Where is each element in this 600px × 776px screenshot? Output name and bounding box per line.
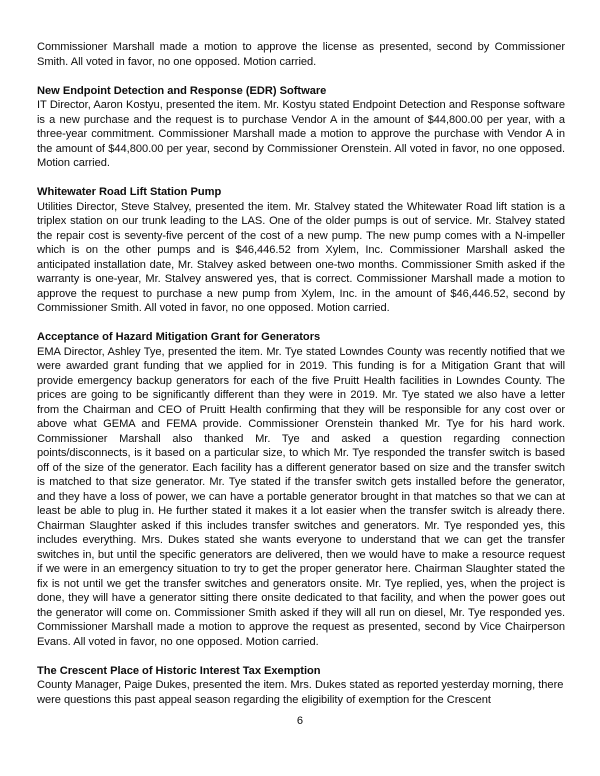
document-body — [37, 40, 565, 707]
section-heading: Acceptance of Hazard Mitigation Grant for Generators — [37, 331, 321, 343]
body-paragraph: Commissioner Marshall made a motion to approve the license as presented, second by Commissioner Smith. All voted in favor, no one opposed. Motion carried. — [37, 41, 565, 68]
section-heading: The Crescent Place of Historic Interest Tax Exemption — [37, 664, 321, 677]
body-paragraph: IT Director, Aaron Kostyu, presented the item. Mr. Kostyu stated Endpoint Detection and Response software is a new purchase and the request is to purchase Vendor A in the amount of $44,800.00 per year, with a three-year commitment. Commissioner Marshall made a motion to approve the purchase with Vendor A in the amount of $44,800.00 per year, second by Commissioner Orenstein. All voted in favor, no one opposed. Motion carried. — [37, 99, 565, 169]
section-heading: Whitewater Road Lift Station Pump — [37, 186, 222, 198]
section-heading: New Endpoint Detection and Response (EDR) Software — [37, 84, 327, 97]
body-paragraph: County Manager, Paige Dukes, presented the item. Mrs. Dukes stated as reported yesterday morning, there were questions this past appeal season regarding the eligibility of exemption for the Crescent — [37, 679, 564, 706]
block-spacer — [37, 316, 565, 331]
block-spacer — [37, 649, 565, 664]
body-paragraph: Utilities Director, Steve Stalvey, presented the item. Mr. Stalvey stated the Whitewater Road lift station is a triplex station on our trunk leading to the LAS. One of the older pumps is out of service. Mr. Stalvey stated the repair cost is seventy-five percent of the cost of a new pump. The new pump comes with a N-impeller which is on the other pumps and is $46,446.52 from Xylem, Inc. Commissioner Marshall asked the anticipated installation date, Mr. Stalvey asked between one-two months. Commissioner Smith asked if the warranty is one-year, Mr. Stalvey answered yes, that is correct. Commissioner Marshall made a motion to approve the request to purchase a new pump from Xylem, Inc. in the amount of $46,446.52, second by Commissioner Smith. All voted in favor, no one opposed. Motion carried. — [37, 200, 565, 314]
page-number: 6 — [296, 715, 304, 727]
body-paragraph: EMA Director, Ashley Tye, presented the item. Mr. Tye stated Lowndes County was recently notified that we were awarded grant funding that we applied for in 2019. This funding is for a Mitigation Grant that will provide emergency backup generators for each of the five Pruitt Health facilities in Lowndes County. The prices are going to be significantly different than they were in 2019. Mr. Tye stated we also have a letter from the Chairman and CEO of Pruitt Health confirming that they will be responsible for any cost over or above what GEMA and FEMA provide. Commissioner Orenstein thanked Mr. Tye for his hard work. Commissioner Marshall also thanked Mr. Tye and asked a question regarding connection points/disconnects, is it based on a particular size, to which Mr. Tye responded the transfer switch is based off of the size of the generator. Each facility has a different generator based on size and the transfer switch is matched to that size generator. Mr. Tye stated if the transfer switch gets installed before the generator, and they have a loss of power, we can have a portable generator brought in that matches so that we can at least be able to plug in. He further stated it makes it a lot easier when the transfer switch is already there. Chairman Slaughter asked if this includes transfer switches and generators. Mr. Tye responded yes, this includes everything. Mrs. Dukes stated she wants everyone to understand that we can get the transfer switches in, but until the specific generators are delivered, then we would have to make a resource request if we were in an emergency situation to try to get the proper generator here. Chairman Slaughter stated the fix is not until we get the transfer switches and generators onsite. Mr. Tye replied, yes, when the project is done, they will have a generator sitting there onsite dedicated to that facility, and when the power goes out the generator will come on. Commissioner Smith asked if they will all run on diesel, Mr. Tye responded yes. Commissioner Marshall made a motion to approve the request as presented, second by Vice Chairperson Evans. All voted in favor, no one opposed. Motion carried. — [37, 345, 565, 648]
block-spacer — [37, 69, 565, 84]
block-spacer — [37, 171, 565, 186]
